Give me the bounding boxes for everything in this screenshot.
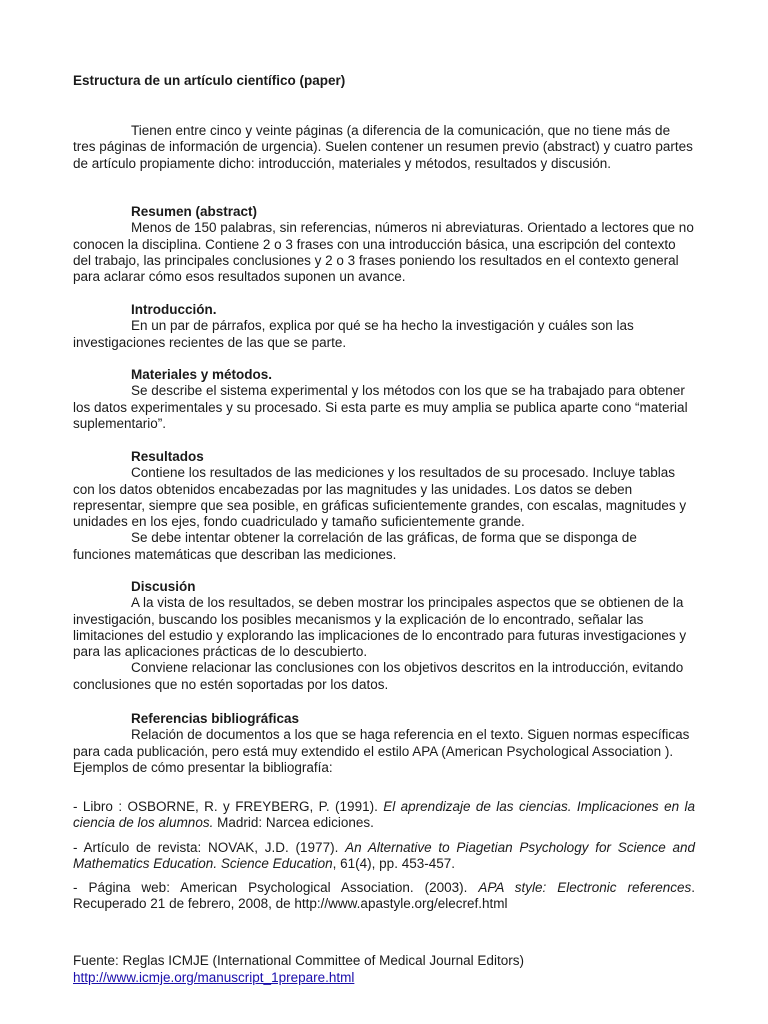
reference-suffix: , 61(4), pp. 453-457. (332, 856, 455, 872)
reference-title: An Alternative to Piagetian Psychology for Science and Mathematics Education. Science Education (73, 840, 695, 872)
reference-libro (73, 799, 695, 832)
section-heading: Resultados (131, 449, 204, 464)
section-paragraph: Conviene relacionar las conclusiones con los objetivos descritos en la introducción, evitando conclusiones que no estén soportadas por los datos. (73, 660, 684, 692)
footer-source: Fuente: Reglas ICMJE (International Committee of Medical Journal Editors) (73, 953, 524, 968)
document-title: Estructura de un artículo científico (paper) (73, 73, 346, 88)
section-paragraph: Relación de documentos a los que se haga referencia en el texto. Siguen normas específicas para cada publicación, pero está muy extendido el estilo APA (American Psychological Association ). Ejemplos de cómo presentar la bibliografía: (73, 727, 690, 775)
reference-prefix: - Página web: American Psychological Association. (2003). (73, 880, 479, 895)
section-resumen (73, 204, 695, 285)
section-introduccion (73, 302, 695, 351)
section-paragraph: Menos de 150 palabras, sin referencias, números ni abreviaturas. Orientado a lectores que no conocen la disciplina. Contiene 2 o 3 frases con una introducción básica, una escripción del contexto del trabajo, las principales conclusiones y 2 o 3 frases poniendo los resultados en el contexto general para aclarar cómo esos resultados suponen un avance. (73, 220, 694, 285)
reference-web (73, 880, 695, 913)
section-paragraph: En un par de párrafos, explica por qué se ha hecho la investigación y cuáles son las investigaciones recientes de las que se parte. (73, 318, 634, 350)
reference-title: El aprendizaje de las ciencias. Implicaciones en la ciencia de los alumnos. (73, 799, 696, 831)
section-paragraph: Contiene los resultados de las mediciones y los resultados de su procesado. Incluye tablas con los datos obtenidos encabezadas por las magnitudes y las unidades. Los datos se deben representar, siempre que sea posible, en gráficas suficientemente grandes, con escalas, magnitudes y unidades en los ejes, fondo cuadriculado y tamaño suficientemente grande. (73, 465, 687, 530)
section-paragraph: Se describe el sistema experimental y los métodos con los que se ha trabajado para obtener los datos experimentales y su procesado. Si esta parte es muy amplia se publica aparte cono “material suplementario”. (73, 383, 688, 431)
reference-revista (73, 840, 695, 873)
section-heading: Referencias bibliográficas (131, 711, 300, 726)
reference-prefix: - Artículo de revista: NOVAK, J.D. (1977). (73, 840, 346, 855)
section-referencias (73, 711, 695, 776)
section-materiales (73, 367, 695, 432)
section-resultados (73, 449, 695, 563)
section-paragraph: A la vista de los resultados, se deben mostrar los principales aspectos que se obtienen de la investigación, buscando los posibles mecanismos y la explicación de lo encontrado, señalar las limitaciones del estudio y explorando las implicaciones de lo encontrado para futuras investigaciones y para las aplicaciones prácticas de lo descubierto. (73, 595, 687, 660)
section-heading: Discusión (131, 579, 196, 594)
section-paragraph: Se debe intentar obtener la correlación de las gráficas, de forma que se disponga de funciones matemáticas que describan las mediciones. (73, 530, 637, 562)
reference-suffix: Madrid: Narcea ediciones. (213, 815, 374, 831)
footer-link[interactable]: http://www.icmje.org/manuscript_1prepare.html (73, 970, 355, 985)
section-heading: Resumen (abstract) (131, 204, 258, 219)
intro-paragraph: Tienen entre cinco y veinte páginas (a diferencia de la comunicación, que no tiene más de tres páginas de información de urgencia). Suelen contener un resumen previo (abstract) y cuatro partes de artículo propiamente dicho: introducción, materiales y métodos, resultados y discusión. (73, 123, 693, 171)
section-heading: Introducción. (131, 302, 217, 317)
reference-title: APA style: Electronic references (478, 880, 692, 895)
section-discusion (73, 579, 695, 693)
reference-prefix: - Libro : OSBORNE, R. y FREYBERG, P. (1991). (73, 799, 384, 814)
section-heading: Materiales y métodos. (131, 367, 273, 382)
reference-suffix: . Recuperado 21 de febrero, 2008, de http://www.apastyle.org/elecref.html (73, 880, 696, 912)
